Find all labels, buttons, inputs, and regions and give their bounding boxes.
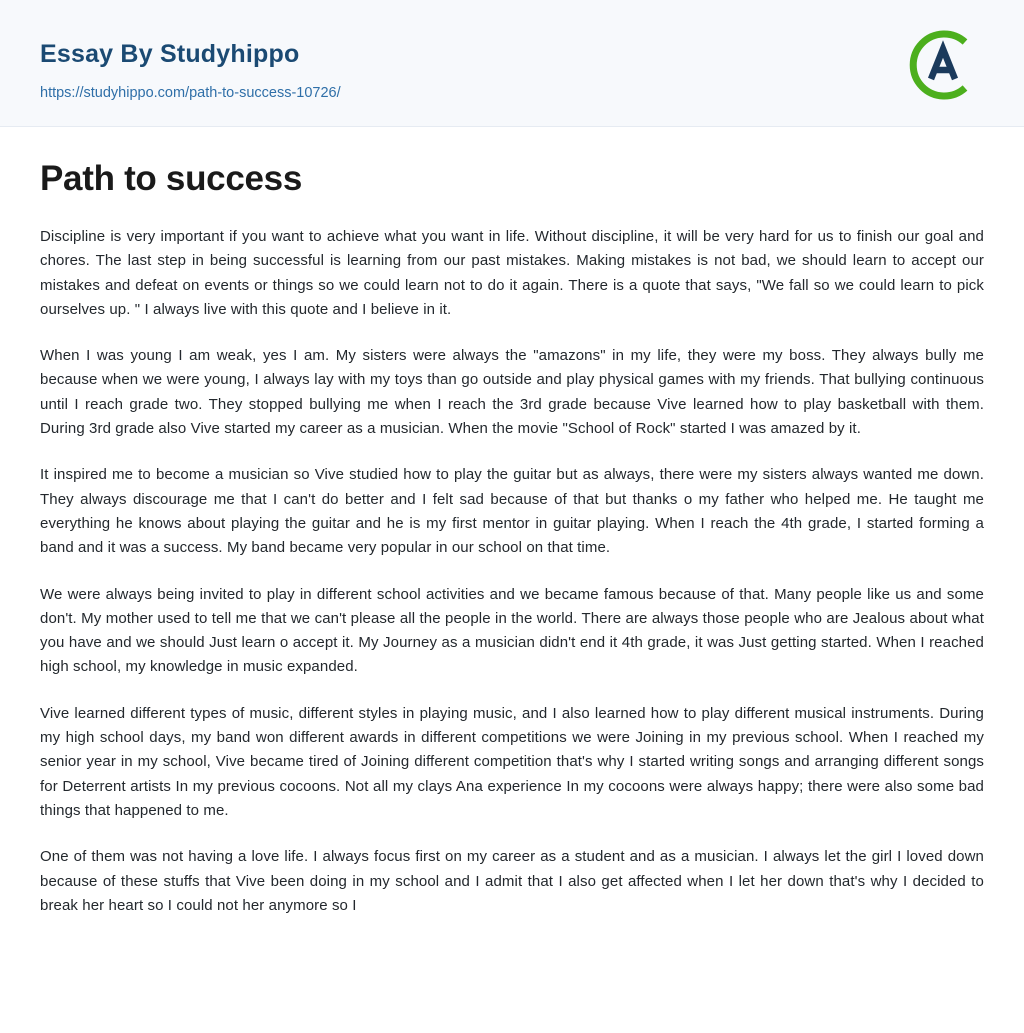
essay-paragraph: It inspired me to become a musician so Vive studied how to play the guitar but as always, there were my sisters always wanted me down. They always discourage me that I can't do better and I felt sad because of that but thanks o my father who helped me. He taught me everything he knows about playing the guitar and he is my first mentor in guitar playing. When I reach the 4th grade, I started forming a band and it was a success. My band became very popular in our school on that time. bbox=[40, 466, 984, 557]
essay-paragraph: When I was young I am weak, yes I am. My sisters were always the "amazons" in my life, they were my boss. They always bully me because when we were young, I always lay with my toys than go outside and play physical games with my friends. That bullying continuous until I reach grade two. They stopped bullying me when I reach the 3rd grade because Vive learned how to play basketball with them. During 3rd grade also Vive started my career as a musician. When the movie "School of Rock" started I was amazed by it. bbox=[40, 347, 984, 438]
site-header bbox=[0, 0, 1024, 127]
essay-content bbox=[0, 127, 1024, 938]
essay-paragraph: We were always being invited to play in different school activities and we became famous because of that. Many people like us and some don't. My mother used to tell me that we can't please all the people in the world. There are always those people who are Jealous about what you have and we should Just learn o accept it. My Journey as a musician didn't end it 4th grade, it was Just getting started. When I reached high school, my knowledge in music expanded. bbox=[40, 585, 984, 676]
source-url-link[interactable]: https://studyhippo.com/path-to-success-10726/ bbox=[40, 85, 341, 101]
letter-a-circle-logo-icon bbox=[904, 26, 982, 104]
essay-paragraph: Discipline is very important if you want to achieve what you want in life. Without discipline, it will be very hard for us to finish our goal and chores. The last step in being successful is learning from our past mistakes. Making mistakes is not bad, we should learn to accept our mistakes and defeat on events or things so we could learn not to do it again. There is a quote that says, "We fall so we could learn to pick ourselves up. " I always live with this quote and I believe in it. bbox=[40, 228, 984, 318]
essay-paragraph: One of them was not having a love life. I always focus first on my career as a student and as a musician. I always let the girl I loved down because of these stuffs that Vive been doing in my school and I admit that I also get affected when I let her down that's why I decided to break her heart so I could not her anymore so I bbox=[40, 848, 984, 914]
brand-title: Essay By Studyhippo bbox=[40, 40, 300, 68]
page-title: Path to success bbox=[40, 159, 302, 198]
essay-paragraph: Vive learned different types of music, different styles in playing music, and I also learned how to play different musical instruments. During my high school days, my band won different awards in different competitions we were Joining in my previous school. When I reached my senior year in my school, Vive became tired of Joining different competition that's why I started writing songs and arranging different songs for Deterrent artists In my previous cocoons. Not all my clays Ana experience In my cocoons were always happy; there were also some bad things that happened to me. bbox=[40, 704, 984, 819]
